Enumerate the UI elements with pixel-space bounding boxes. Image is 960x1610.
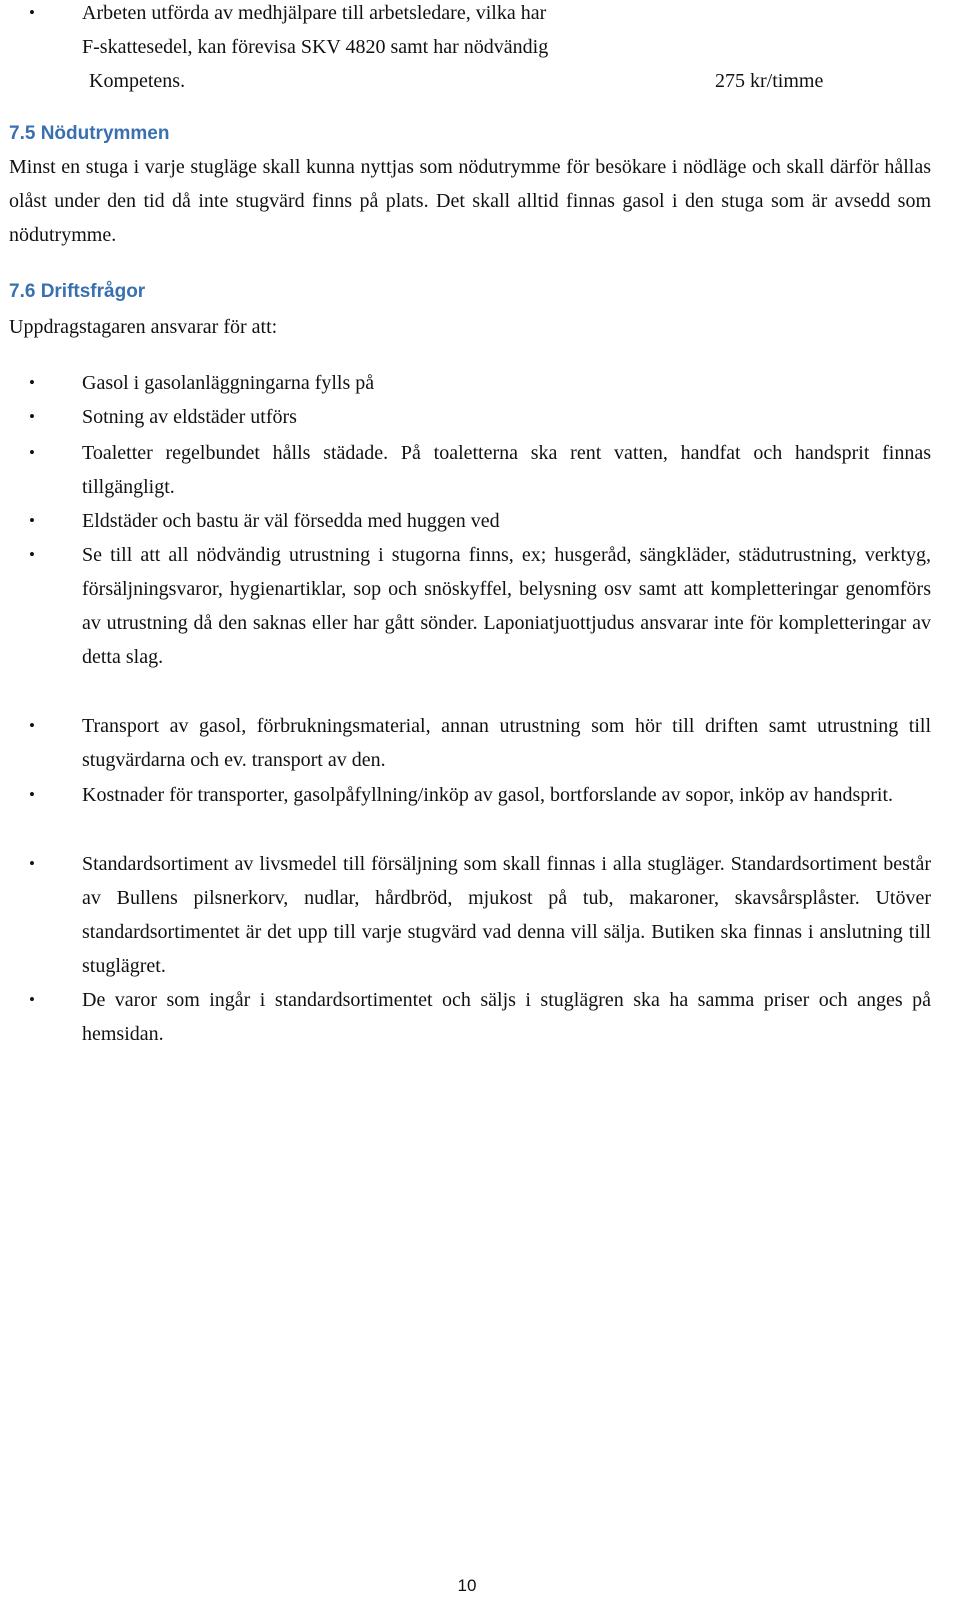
list-item-text: Kostnader för transporter, gasolpåfyllning/inköp av gasol, bortforslande av sopor, inköp av handsprit. bbox=[82, 784, 893, 806]
list-item-text: Transport av gasol, förbrukningsmaterial, annan utrustning som hör till driften samt utrustning till stugvärdarna och ev. transport av den. bbox=[82, 715, 931, 771]
list-item-text: Se till att all nödvändig utrustning i stugorna finns, ex; husgeråd, sängkläder, städutrustning, verktyg, försäljningsvaror, hygienartiklar, sop och snöskyffel, belysning osv samt att kompletteringar genomförs av utrustning då den saknas eller har gått sönder. Laponiatjuottjudus ansvarar inte för kompletteringar av detta slag. bbox=[82, 544, 931, 668]
bullet-marker: • bbox=[29, 785, 35, 804]
bullet-marker: • bbox=[29, 716, 35, 735]
bullet-marker: • bbox=[29, 3, 35, 22]
page-number: 10 bbox=[457, 1576, 477, 1595]
section-heading-7-6: 7.6 Driftsfrågor bbox=[9, 281, 146, 302]
bullet-marker: • bbox=[29, 373, 35, 392]
bullet-marker: • bbox=[29, 511, 35, 530]
top-bullet-line-1: Arbeten utförda av medhjälpare till arbetsledare, vilka har bbox=[82, 2, 547, 24]
list-item-text: Toaletter regelbundet hålls städade. På toaletterna ska rent vatten, handfat och handsprit finnas tillgängligt. bbox=[82, 442, 931, 498]
bullet-marker: • bbox=[29, 545, 35, 564]
section-heading-7-5: 7.5 Nödutrymmen bbox=[9, 123, 170, 144]
top-bullet-line-3: Kompetens. bbox=[89, 70, 186, 92]
list-item-text: De varor som ingår i standardsortimentet och säljs i stuglägren ska ha samma priser och anges på hemsidan. bbox=[82, 989, 931, 1045]
bullet-marker: • bbox=[29, 990, 35, 1009]
bullet-marker: • bbox=[29, 407, 35, 426]
list-item-text: Sotning av eldstäder utförs bbox=[82, 406, 297, 428]
bullet-marker: • bbox=[29, 443, 35, 462]
bullet-marker: • bbox=[29, 854, 35, 873]
list-item-text: Gasol i gasolanläggningarna fylls på bbox=[82, 372, 375, 394]
section-7-5-paragraph: Minst en stuga i varje stugläge skall kunna nyttjas som nödutrymme för besökare i nödläge och skall därför hållas olåst under den tid då inte stugvärd finns på plats. Det skall alltid finnas gasol i den stuga som är avsedd som nödutrymme. bbox=[9, 156, 931, 246]
top-bullet-line-2: F-skattesedel, kan förevisa SKV 4820 samt har nödvändig bbox=[82, 36, 549, 58]
driftsfragor-list bbox=[9, 366, 931, 1056]
list-item-text: Eldstäder och bastu är väl försedda med huggen ved bbox=[82, 510, 500, 532]
section-7-6-intro: Uppdragstagaren ansvarar för att: bbox=[9, 316, 278, 338]
hourly-price: 275 kr/timme bbox=[715, 70, 824, 92]
list-item-text: Standardsortiment av livsmedel till försäljning som skall finnas i alla stugläger. Standardsortiment består av Bullens pilsnerkorv, nudlar, hårdbröd, mjukost på tub, makaroner, skavsårsplåster. Utöver standardsortimentet är det upp till varje stugvärd vad denna vill sälja. Butiken ska finnas i anslutning till stuglägret. bbox=[82, 853, 931, 977]
